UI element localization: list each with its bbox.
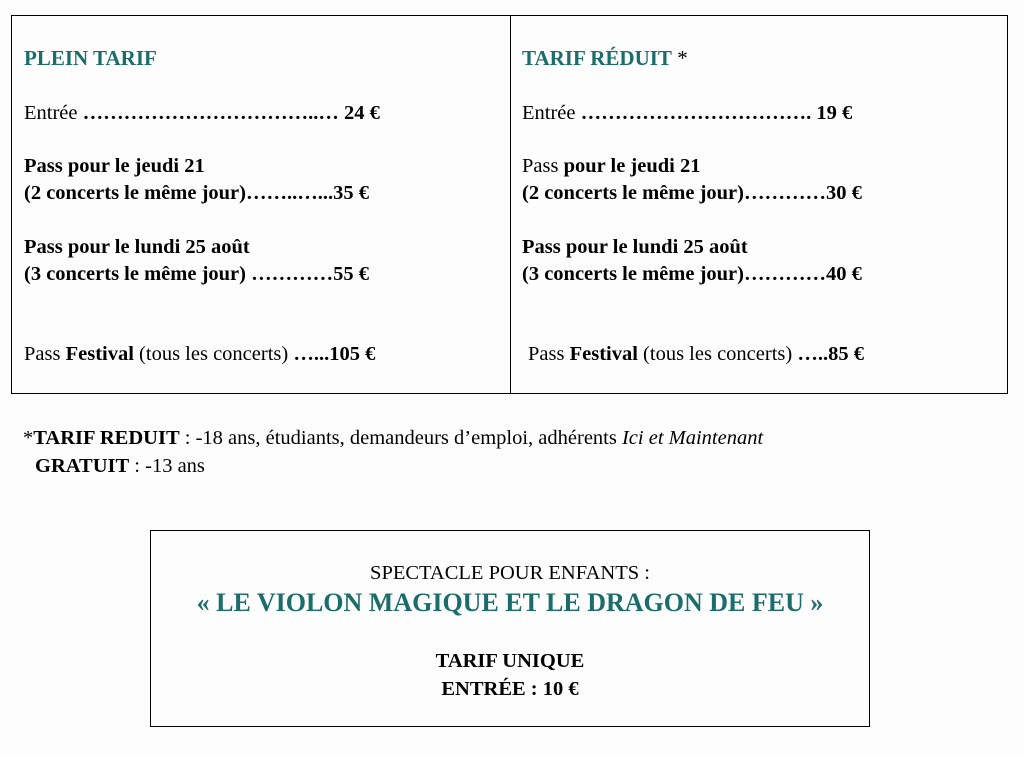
gratuit-note xyxy=(23,452,763,480)
entree-price: ……………………………..… 24 € xyxy=(82,102,380,124)
plein-tarif-column xyxy=(24,16,504,393)
plein-jeudi-line2 xyxy=(24,182,369,205)
lundi-pass-title: Pass pour le lundi 25 août xyxy=(522,236,748,258)
kids-tarif-unique: TARIF UNIQUE xyxy=(435,650,585,672)
festival-pass-label: Pass xyxy=(528,343,570,365)
reduit-jeudi-line1 xyxy=(522,155,700,178)
festival-price: …...105 € xyxy=(293,343,376,365)
kids-show-box xyxy=(150,530,870,727)
plein-tarif-heading: PLEIN TARIF xyxy=(24,46,157,70)
reduit-entree-line xyxy=(522,102,852,125)
plein-lundi-line2 xyxy=(24,263,369,286)
reduit-note-association: Ici et Maintenant xyxy=(621,427,764,449)
festival-description: (tous les concerts) xyxy=(133,343,294,365)
jeudi-pass-title: Pass pour le jeudi 21 xyxy=(24,155,205,177)
reduit-lundi-line2 xyxy=(522,263,862,286)
kids-show-intro: SPECTACLE POUR ENFANTS : xyxy=(370,562,650,584)
lundi-pass-price: (3 concerts le même jour) …………55 € xyxy=(24,263,369,285)
jeudi-pass-label: Pass xyxy=(522,155,564,177)
reduit-note-text: : -18 ans, étudiants, demandeurs d’emploi, adhérents xyxy=(179,427,622,449)
kids-entree-price: ENTRÉE : 10 € xyxy=(441,678,579,700)
tarif-reduit-heading xyxy=(522,46,688,71)
festival-description: (tous les concerts) xyxy=(637,343,798,365)
jeudi-pass-title: pour le jeudi 21 xyxy=(563,155,701,177)
jeudi-pass-price: (2 concerts le même jour)……..…...35 € xyxy=(24,182,369,204)
gratuit-note-text: : -13 ans xyxy=(129,455,205,477)
festival-price: …..85 € xyxy=(797,343,864,365)
lundi-pass-title: Pass pour le lundi 25 août xyxy=(24,236,250,258)
plein-entree-line xyxy=(24,102,380,125)
reduit-festival-line xyxy=(528,343,864,366)
kids-show-title: « LE VIOLON MAGIQUE ET LE DRAGON DE FEU » xyxy=(196,588,824,617)
jeudi-pass-price: (2 concerts le même jour)…………30 € xyxy=(522,182,862,204)
entree-price: ……………………………. 19 € xyxy=(580,102,853,124)
festival-word: Festival xyxy=(65,343,134,365)
asterisk-mark: * xyxy=(23,427,34,449)
tariff-notes xyxy=(23,424,763,480)
column-divider xyxy=(510,16,511,393)
lundi-pass-price: (3 concerts le même jour)…………40 € xyxy=(522,263,862,285)
gratuit-note-label: GRATUIT xyxy=(35,455,130,477)
reduit-note-label: TARIF REDUIT xyxy=(33,427,180,449)
entree-label: Entrée xyxy=(522,102,581,124)
plein-jeudi-line1 xyxy=(24,155,205,178)
asterisk-mark: * xyxy=(671,46,688,70)
reduit-note xyxy=(23,424,763,452)
tariff-table xyxy=(11,15,1008,394)
plein-lundi-line1 xyxy=(24,236,250,259)
reduit-lundi-line1 xyxy=(522,236,748,259)
festival-pass-label: Pass xyxy=(24,343,66,365)
tarif-reduit-column xyxy=(522,16,1002,393)
entree-label: Entrée xyxy=(24,102,83,124)
reduit-jeudi-line2 xyxy=(522,182,862,205)
plein-festival-line xyxy=(24,343,375,366)
festival-word: Festival xyxy=(569,343,638,365)
tarif-reduit-title: TARIF RÉDUIT xyxy=(522,46,672,70)
